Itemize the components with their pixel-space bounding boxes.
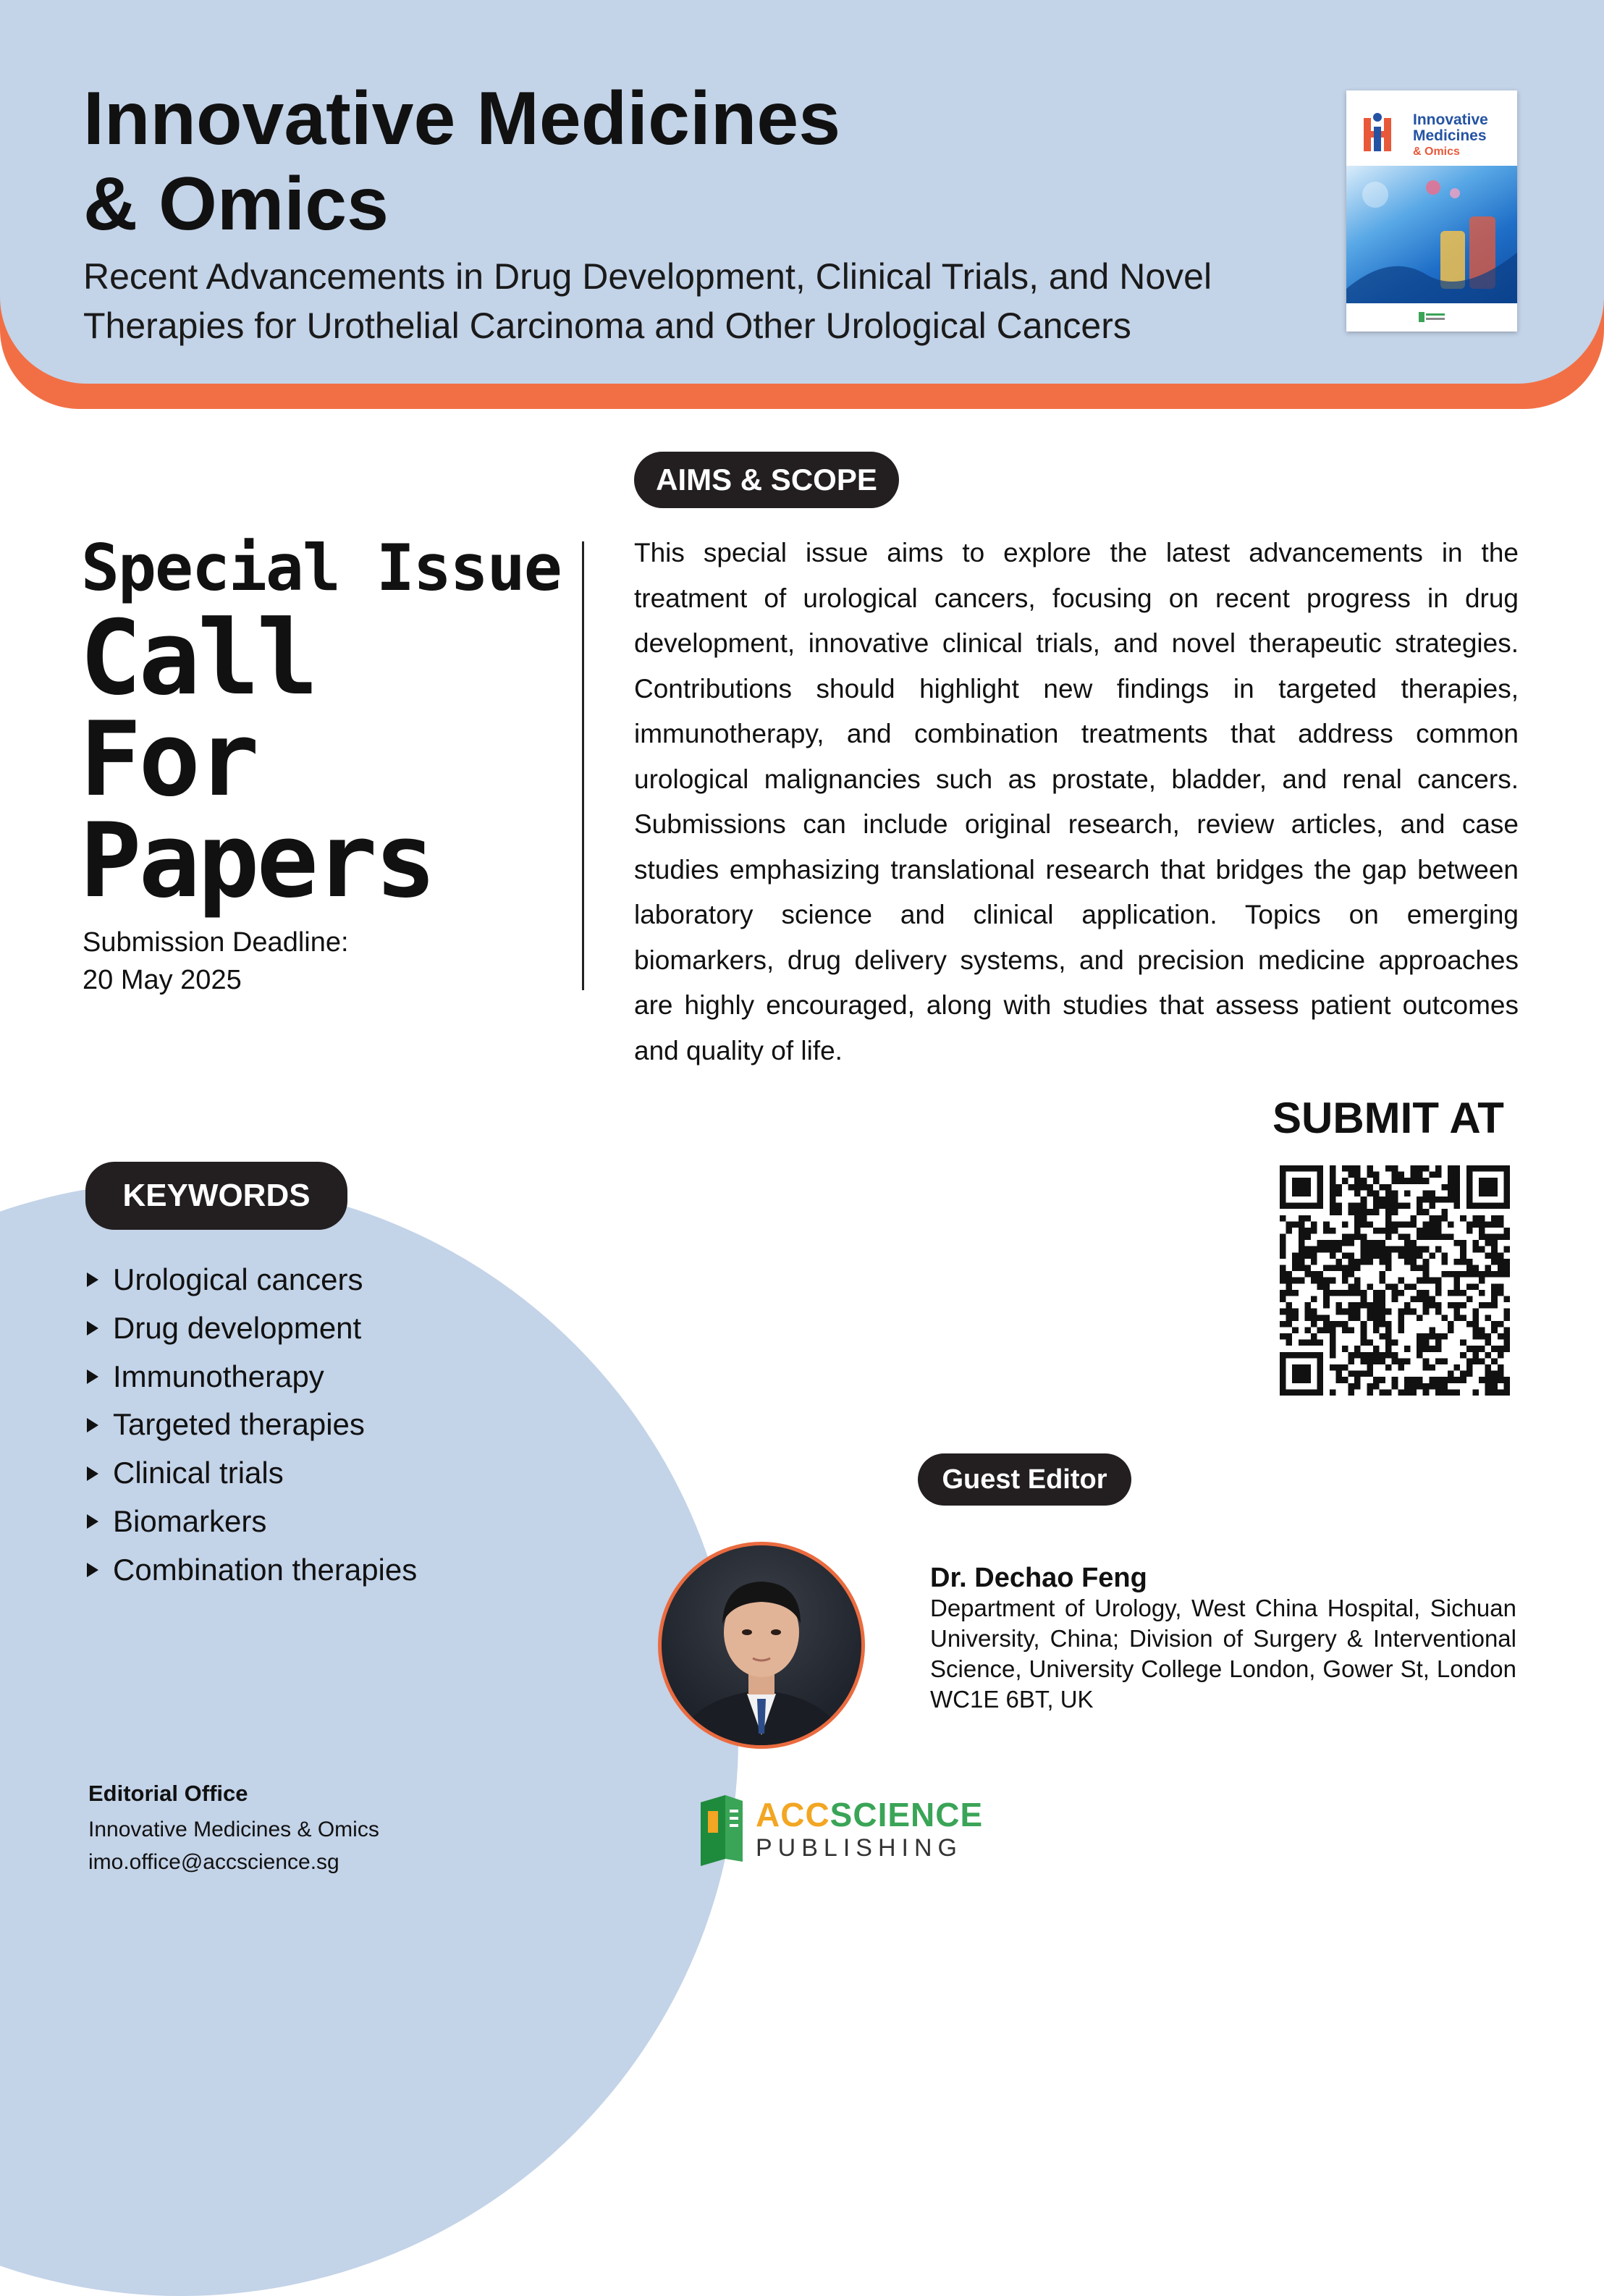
editor-name: Dr. Dechao Feng xyxy=(930,1563,1147,1593)
cover-name-line1: Innovative xyxy=(1413,111,1488,128)
bullet-arrow-icon xyxy=(87,1514,98,1529)
editorial-office-journal: Innovative Medicines & Omics xyxy=(88,1818,379,1841)
bullet-arrow-icon xyxy=(87,1466,98,1481)
keyword-item xyxy=(87,1546,417,1595)
special-issue-label: Special Issue xyxy=(81,531,561,605)
qr-code[interactable] xyxy=(1280,1165,1510,1396)
editorial-office-heading: Editorial Office xyxy=(88,1781,248,1806)
keyword-item xyxy=(87,1353,417,1401)
deadline-date: 20 May 2025 xyxy=(83,965,242,995)
submission-deadline xyxy=(83,924,349,999)
cover-footer xyxy=(1346,303,1517,332)
editor-affiliation: Department of Urology, West China Hospital, Sichuan University, China; Division of Surgery & Interventional Science, University College London, Gower St, London WC1E 6BT, UK xyxy=(930,1595,1516,1713)
special-issue-title-line1: Recent Advancements in Drug Development, Clinical Trials, and Novel xyxy=(83,256,1212,297)
aims-scope-text: This special issue aims to explore the latest advancements in the treatment of urological cancers, focusing on recent progress in drug development, innovative clinical trials, and novel therapeutic strategies. Contributions should highlight new findings in targeted therapies, immunotherapy, and combination treatments that address common urological malignancies such as prostate, bladder, and renal cancers. Submissions can include original research, review articles, and case studies emphasizing translational research that bridges the gap between laboratory science and clinical application. Topics on emerging biomarkers, drug delivery systems, and precision medicine approaches are highly encouraged, along with studies that assess patient outcomes and quality of life. xyxy=(634,538,1519,1065)
keyword-item xyxy=(87,1449,417,1498)
cover-header xyxy=(1346,90,1517,166)
vertical-divider xyxy=(582,541,584,990)
publisher-name xyxy=(756,1797,983,1833)
keyword-text: Combination therapies xyxy=(113,1552,418,1587)
cover-name-line2: Medicines xyxy=(1413,127,1487,144)
guest-editor-heading: Guest Editor xyxy=(918,1453,1131,1506)
editor-photo xyxy=(658,1542,865,1749)
keyword-item xyxy=(87,1498,417,1546)
keyword-item xyxy=(87,1401,417,1449)
journal-logo-icon xyxy=(1362,111,1393,154)
publisher-logo-icon xyxy=(696,1795,747,1867)
bullet-arrow-icon xyxy=(87,1418,98,1432)
publisher-name-acc: ACC xyxy=(756,1796,830,1833)
journal-cover xyxy=(1346,90,1517,332)
call-word: Call xyxy=(80,599,316,718)
cover-name-line3: & Omics xyxy=(1413,145,1460,158)
bullet-arrow-icon xyxy=(87,1369,98,1384)
publisher-name-science: SCIENCE xyxy=(830,1796,984,1833)
submit-at-label: SUBMIT AT xyxy=(1272,1094,1504,1142)
papers-word: Papers xyxy=(80,801,434,921)
bullet-arrow-icon xyxy=(87,1321,98,1335)
special-issue-title xyxy=(83,252,1321,350)
cover-journal-name xyxy=(1413,112,1488,160)
keywords-list xyxy=(87,1256,417,1595)
special-issue-title-line2: Therapies for Urothelial Carcinoma and Other Urological Cancers xyxy=(83,305,1131,346)
cover-image xyxy=(1346,166,1517,303)
bullet-arrow-icon xyxy=(87,1272,98,1287)
publisher-subtitle: PUBLISHING xyxy=(756,1834,963,1862)
call-for-papers-heading xyxy=(80,599,434,921)
editor-portrait-icon xyxy=(662,1545,861,1745)
keyword-text: Targeted therapies xyxy=(113,1407,365,1442)
journal-title-line2: & Omics xyxy=(83,162,389,246)
keyword-text: Biomarkers xyxy=(113,1503,267,1538)
deadline-label: Submission Deadline: xyxy=(83,927,349,958)
keyword-item xyxy=(87,1304,417,1353)
journal-title xyxy=(83,76,1097,247)
cover-illustration-icon xyxy=(1346,166,1517,303)
cover-publisher-icon xyxy=(1346,303,1517,332)
aims-scope-heading: AIMS & SCOPE xyxy=(634,452,899,508)
keyword-item xyxy=(87,1256,417,1304)
for-word: For xyxy=(80,700,257,819)
journal-title-line1: Innovative Medicines xyxy=(83,77,841,161)
keyword-text: Clinical trials xyxy=(113,1456,284,1490)
keywords-heading: KEYWORDS xyxy=(85,1162,347,1230)
keyword-text: Immunotherapy xyxy=(113,1359,324,1393)
bullet-arrow-icon xyxy=(87,1563,98,1577)
keyword-text: Urological cancers xyxy=(113,1262,363,1296)
keyword-text: Drug development xyxy=(113,1310,362,1345)
editorial-office-email[interactable]: imo.office@accscience.sg xyxy=(88,1850,339,1874)
